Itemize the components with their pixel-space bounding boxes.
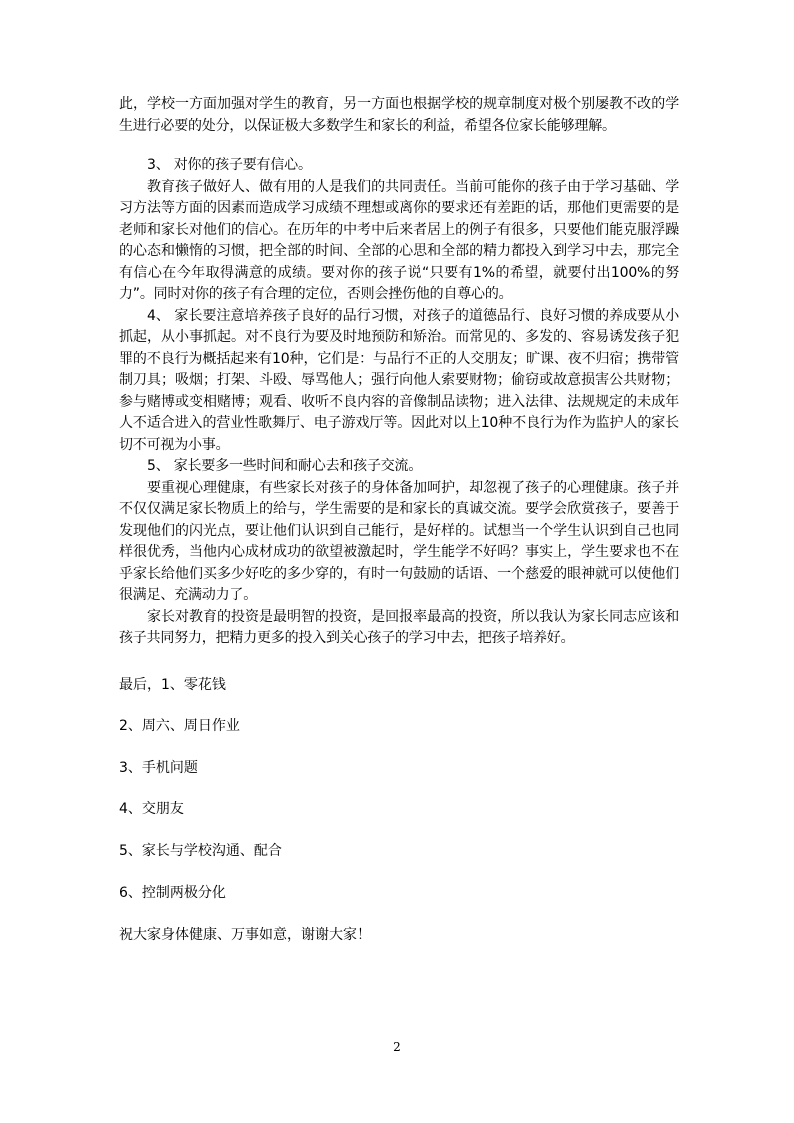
page-number: 2 [393,1040,401,1054]
closing-item: 4、交朋友 [119,801,184,817]
closing-item: 2、周六、周日作业 [119,718,240,734]
heading-item-3: 3、 对你的孩子要有信心。 [147,157,312,173]
closing-greeting: 祝大家身体健康、万事如意，谢谢大家！ [119,927,371,943]
paragraph-investment: 家长对教育的投资是最明智的投资，是回报率最高的投资，所以我认为家长同志应该和孩子共同努力，把精力更多的投入到关心孩子的学习中去，把孩子培养好。 [119,608,679,646]
closing-item: 最后，1、零花钱 [119,677,226,693]
paragraph-continuation: 此，学校一方面加强对学生的教育，另一方面也根据学校的规章制度对极个别屡教不改的学生进行必要的处分，以保证极大多数学生和家长的利益，希望各位家长能够理解。 [119,96,679,134]
heading-item-5: 5、 家长要多一些时间和耐心去和孩子交流。 [147,458,423,474]
closing-item: 6、控制两极分化 [119,885,226,901]
paragraph-gap [119,137,679,155]
paragraph-confidence: 教育孩子做好人、做有用的人是我们的共同责任。当前可能你的孩子由于学习基础、学习方法等方面的因素而造成学习成绩不理想或离你的要求还有差距的话，那他们更需要的是老师和家长对他们的信心。在历年的中考中后来者居上的例子有很多，只要他们能克服浮躁的心态和懒惰的习惯，把全部的时间、全部的心思和全部的精力都投入到学习中去，那完全有信心在今年取得满意的成绩。要对你的孩子说“只要有1%的希望，就要付出100%的努力”。同时对你的孩子有合理的定位，否则会挫伤他的自尊心的。 [119,178,679,302]
paragraph-mental-health: 要重视心理健康，有些家长对孩子的身体备加呵护，却忽视了孩子的心理健康。孩子并不仅仅满足家长物质上的给与，学生需要的是和家长的真诚交流。要学会欣赏孩子，要善于发现他们的闪光点，要让他们认识到自己能行，是好样的。试想当一个学生认识到自己也同样很优秀，当他内心成材成功的欲望被激起时，学生能学不好吗？事实上，学生要求也不在乎家长给他们买多少好吃的多少穿的，有时一句鼓励的话语、一个慈爱的眼神就可以使他们很满足、充满动力了。 [119,479,679,603]
paragraph-item-4: 4、 家长要注意培养孩子良好的品行习惯，对孩子的道德品行、良好习惯的养成要从小抓起，从小事抓起。对不良行为要及时地预防和矫治。而常见的、多发的、容易诱发孩子犯罪的不良行为概括起来有10种，它们是：与品行不正的人交朋友；旷课、夜不归宿；携带管制刀具；吸烟；打架、斗殴、辱骂他人；强行向他人索要财物；偷窃或故意损害公共财物；参与赌博或变相赌博；观看、收听不良内容的音像制品读物；进入法律、法规规定的未成年人不适合进入的营业性歌舞厅、电子游戏厅等。因此对以上10种不良行为作为监护人的家长切不可视为小事。 [119,307,679,453]
closing-item: 5、家长与学校沟通、配合 [119,843,282,859]
closing-item: 3、手机问题 [119,760,198,776]
body-text [119,94,679,650]
